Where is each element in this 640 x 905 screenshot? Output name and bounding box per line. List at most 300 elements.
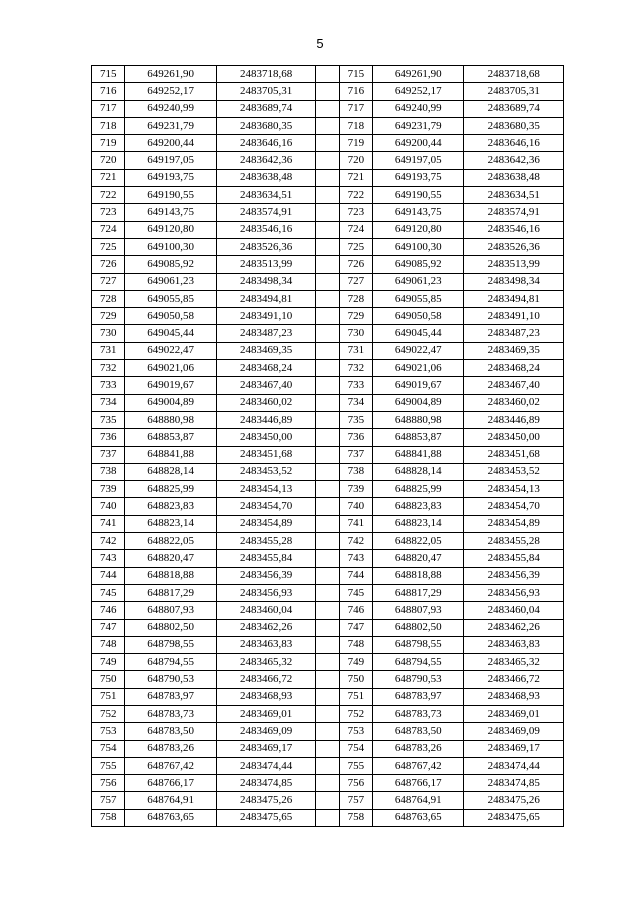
column-separator <box>316 117 339 134</box>
left-y-coordinate: 2483498,34 <box>216 273 315 290</box>
right-point-number: 754 <box>339 740 372 757</box>
column-separator <box>316 446 339 463</box>
right-y-coordinate: 2483469,17 <box>464 740 564 757</box>
left-x-coordinate: 649231,79 <box>125 117 216 134</box>
left-y-coordinate: 2483462,26 <box>216 619 315 636</box>
right-y-coordinate: 2483646,16 <box>464 135 564 152</box>
left-x-coordinate: 649197,05 <box>125 152 216 169</box>
right-x-coordinate: 649019,67 <box>373 377 464 394</box>
right-y-coordinate: 2483450,00 <box>464 429 564 446</box>
right-y-coordinate: 2483491,10 <box>464 308 564 325</box>
left-x-coordinate: 649004,89 <box>125 394 216 411</box>
left-y-coordinate: 2483466,72 <box>216 671 315 688</box>
right-x-coordinate: 648807,93 <box>373 602 464 619</box>
column-separator <box>316 723 339 740</box>
column-separator <box>316 238 339 255</box>
left-x-coordinate: 649085,92 <box>125 256 216 273</box>
right-x-coordinate: 649231,79 <box>373 117 464 134</box>
left-point-number: 722 <box>92 187 125 204</box>
right-point-number: 757 <box>339 792 372 809</box>
left-point-number: 721 <box>92 169 125 186</box>
table-row <box>92 273 564 290</box>
right-point-number: 732 <box>339 360 372 377</box>
left-point-number: 743 <box>92 550 125 567</box>
right-y-coordinate: 2483494,81 <box>464 290 564 307</box>
left-y-coordinate: 2483718,68 <box>216 66 315 83</box>
left-point-number: 750 <box>92 671 125 688</box>
right-point-number: 758 <box>339 809 372 826</box>
right-point-number: 740 <box>339 498 372 515</box>
left-x-coordinate: 648822,05 <box>125 533 216 550</box>
table-row <box>92 290 564 307</box>
left-y-coordinate: 2483680,35 <box>216 117 315 134</box>
right-point-number: 721 <box>339 169 372 186</box>
right-point-number: 716 <box>339 83 372 100</box>
table-row <box>92 636 564 653</box>
right-x-coordinate: 649143,75 <box>373 204 464 221</box>
table-row <box>92 619 564 636</box>
right-x-coordinate: 649100,30 <box>373 238 464 255</box>
left-x-coordinate: 649019,67 <box>125 377 216 394</box>
right-y-coordinate: 2483574,91 <box>464 204 564 221</box>
column-separator <box>316 394 339 411</box>
left-point-number: 741 <box>92 515 125 532</box>
column-separator <box>316 273 339 290</box>
left-y-coordinate: 2483475,65 <box>216 809 315 826</box>
table-row <box>92 723 564 740</box>
left-x-coordinate: 648820,47 <box>125 550 216 567</box>
right-x-coordinate: 649045,44 <box>373 325 464 342</box>
right-x-coordinate: 648818,88 <box>373 567 464 584</box>
left-point-number: 742 <box>92 533 125 550</box>
left-point-number: 724 <box>92 221 125 238</box>
left-y-coordinate: 2483468,93 <box>216 688 315 705</box>
right-x-coordinate: 649055,85 <box>373 290 464 307</box>
left-x-coordinate: 649240,99 <box>125 100 216 117</box>
left-y-coordinate: 2483574,91 <box>216 204 315 221</box>
right-x-coordinate: 648783,97 <box>373 688 464 705</box>
right-y-coordinate: 2483454,89 <box>464 515 564 532</box>
right-point-number: 735 <box>339 411 372 428</box>
left-y-coordinate: 2483467,40 <box>216 377 315 394</box>
table-row <box>92 792 564 809</box>
left-x-coordinate: 648767,42 <box>125 757 216 774</box>
right-x-coordinate: 648794,55 <box>373 654 464 671</box>
left-point-number: 749 <box>92 654 125 671</box>
right-x-coordinate: 649197,05 <box>373 152 464 169</box>
right-y-coordinate: 2483638,48 <box>464 169 564 186</box>
left-point-number: 725 <box>92 238 125 255</box>
table-row <box>92 152 564 169</box>
left-y-coordinate: 2483642,36 <box>216 152 315 169</box>
right-point-number: 727 <box>339 273 372 290</box>
left-point-number: 746 <box>92 602 125 619</box>
right-x-coordinate: 649190,55 <box>373 187 464 204</box>
left-x-coordinate: 649252,17 <box>125 83 216 100</box>
right-x-coordinate: 648783,50 <box>373 723 464 740</box>
right-y-coordinate: 2483469,09 <box>464 723 564 740</box>
right-point-number: 726 <box>339 256 372 273</box>
table-row <box>92 394 564 411</box>
table-row <box>92 83 564 100</box>
left-x-coordinate: 648783,97 <box>125 688 216 705</box>
left-y-coordinate: 2483689,74 <box>216 100 315 117</box>
right-y-coordinate: 2483460,04 <box>464 602 564 619</box>
left-point-number: 744 <box>92 567 125 584</box>
left-y-coordinate: 2483454,70 <box>216 498 315 515</box>
right-point-number: 745 <box>339 584 372 601</box>
left-y-coordinate: 2483468,24 <box>216 360 315 377</box>
left-y-coordinate: 2483463,83 <box>216 636 315 653</box>
right-y-coordinate: 2483467,40 <box>464 377 564 394</box>
right-y-coordinate: 2483462,26 <box>464 619 564 636</box>
left-point-number: 723 <box>92 204 125 221</box>
right-x-coordinate: 648820,47 <box>373 550 464 567</box>
left-y-coordinate: 2483474,44 <box>216 757 315 774</box>
left-y-coordinate: 2483446,89 <box>216 411 315 428</box>
right-x-coordinate: 649021,06 <box>373 360 464 377</box>
column-separator <box>316 100 339 117</box>
left-x-coordinate: 648880,98 <box>125 411 216 428</box>
left-y-coordinate: 2483494,81 <box>216 290 315 307</box>
left-x-coordinate: 649055,85 <box>125 290 216 307</box>
left-point-number: 727 <box>92 273 125 290</box>
column-separator <box>316 187 339 204</box>
right-point-number: 725 <box>339 238 372 255</box>
column-separator <box>316 325 339 342</box>
right-y-coordinate: 2483454,13 <box>464 481 564 498</box>
left-x-coordinate: 648763,65 <box>125 809 216 826</box>
column-separator <box>316 290 339 307</box>
right-x-coordinate: 648798,55 <box>373 636 464 653</box>
right-point-number: 736 <box>339 429 372 446</box>
column-separator <box>316 619 339 636</box>
left-y-coordinate: 2483454,13 <box>216 481 315 498</box>
column-separator <box>316 360 339 377</box>
right-point-number: 750 <box>339 671 372 688</box>
table-row <box>92 325 564 342</box>
right-point-number: 718 <box>339 117 372 134</box>
column-separator <box>316 256 339 273</box>
left-x-coordinate: 648807,93 <box>125 602 216 619</box>
left-point-number: 758 <box>92 809 125 826</box>
right-y-coordinate: 2483455,84 <box>464 550 564 567</box>
column-separator <box>316 377 339 394</box>
column-separator <box>316 671 339 688</box>
left-x-coordinate: 649120,80 <box>125 221 216 238</box>
table-row <box>92 463 564 480</box>
column-separator <box>316 584 339 601</box>
left-point-number: 753 <box>92 723 125 740</box>
right-point-number: 753 <box>339 723 372 740</box>
right-y-coordinate: 2483680,35 <box>464 117 564 134</box>
left-y-coordinate: 2483455,28 <box>216 533 315 550</box>
right-y-coordinate: 2483546,16 <box>464 221 564 238</box>
left-point-number: 748 <box>92 636 125 653</box>
table-row <box>92 187 564 204</box>
table-row <box>92 688 564 705</box>
left-y-coordinate: 2483526,36 <box>216 238 315 255</box>
table-row <box>92 411 564 428</box>
right-x-coordinate: 648823,83 <box>373 498 464 515</box>
left-y-coordinate: 2483638,48 <box>216 169 315 186</box>
left-y-coordinate: 2483475,26 <box>216 792 315 809</box>
right-point-number: 752 <box>339 705 372 722</box>
left-x-coordinate: 648802,50 <box>125 619 216 636</box>
left-y-coordinate: 2483469,17 <box>216 740 315 757</box>
column-separator <box>316 152 339 169</box>
right-x-coordinate: 649085,92 <box>373 256 464 273</box>
right-x-coordinate: 649200,44 <box>373 135 464 152</box>
table-row <box>92 169 564 186</box>
right-y-coordinate: 2483465,32 <box>464 654 564 671</box>
right-x-coordinate: 649050,58 <box>373 308 464 325</box>
right-y-coordinate: 2483705,31 <box>464 83 564 100</box>
right-x-coordinate: 649061,23 <box>373 273 464 290</box>
left-y-coordinate: 2483646,16 <box>216 135 315 152</box>
column-separator <box>316 204 339 221</box>
left-point-number: 745 <box>92 584 125 601</box>
right-x-coordinate: 648825,99 <box>373 481 464 498</box>
right-y-coordinate: 2483634,51 <box>464 187 564 204</box>
column-separator <box>316 705 339 722</box>
table-row <box>92 66 564 83</box>
table-row <box>92 515 564 532</box>
table-row <box>92 377 564 394</box>
left-y-coordinate: 2483455,84 <box>216 550 315 567</box>
right-y-coordinate: 2483498,34 <box>464 273 564 290</box>
right-point-number: 719 <box>339 135 372 152</box>
column-separator <box>316 654 339 671</box>
right-point-number: 741 <box>339 515 372 532</box>
right-point-number: 723 <box>339 204 372 221</box>
table-row <box>92 775 564 792</box>
left-x-coordinate: 649143,75 <box>125 204 216 221</box>
right-point-number: 751 <box>339 688 372 705</box>
table-row <box>92 584 564 601</box>
column-separator <box>316 809 339 826</box>
page-number: 5 <box>316 36 324 51</box>
table-row <box>92 481 564 498</box>
left-x-coordinate: 648790,53 <box>125 671 216 688</box>
column-separator <box>316 411 339 428</box>
left-y-coordinate: 2483469,35 <box>216 342 315 359</box>
column-separator <box>316 169 339 186</box>
right-point-number: 742 <box>339 533 372 550</box>
right-point-number: 755 <box>339 757 372 774</box>
table-row <box>92 498 564 515</box>
column-separator <box>316 135 339 152</box>
table-row <box>92 809 564 826</box>
left-x-coordinate: 649061,23 <box>125 273 216 290</box>
right-point-number: 730 <box>339 325 372 342</box>
left-x-coordinate: 648841,88 <box>125 446 216 463</box>
table-row <box>92 429 564 446</box>
left-y-coordinate: 2483634,51 <box>216 187 315 204</box>
right-x-coordinate: 648783,26 <box>373 740 464 757</box>
right-point-number: 739 <box>339 481 372 498</box>
left-point-number: 738 <box>92 463 125 480</box>
left-y-coordinate: 2483450,00 <box>216 429 315 446</box>
table-row <box>92 705 564 722</box>
left-x-coordinate: 649045,44 <box>125 325 216 342</box>
right-y-coordinate: 2483469,35 <box>464 342 564 359</box>
left-x-coordinate: 649190,55 <box>125 187 216 204</box>
right-point-number: 749 <box>339 654 372 671</box>
column-separator <box>316 66 339 83</box>
column-separator <box>316 481 339 498</box>
left-y-coordinate: 2483460,02 <box>216 394 315 411</box>
right-y-coordinate: 2483475,26 <box>464 792 564 809</box>
column-separator <box>316 308 339 325</box>
table-row <box>92 117 564 134</box>
column-separator <box>316 221 339 238</box>
column-separator <box>316 775 339 792</box>
left-x-coordinate: 649021,06 <box>125 360 216 377</box>
right-x-coordinate: 648783,73 <box>373 705 464 722</box>
column-separator <box>316 792 339 809</box>
right-y-coordinate: 2483474,85 <box>464 775 564 792</box>
right-point-number: 744 <box>339 567 372 584</box>
table-row <box>92 757 564 774</box>
left-point-number: 755 <box>92 757 125 774</box>
left-y-coordinate: 2483546,16 <box>216 221 315 238</box>
left-x-coordinate: 649022,47 <box>125 342 216 359</box>
left-point-number: 728 <box>92 290 125 307</box>
right-y-coordinate: 2483642,36 <box>464 152 564 169</box>
left-point-number: 716 <box>92 83 125 100</box>
right-x-coordinate: 648767,42 <box>373 757 464 774</box>
left-y-coordinate: 2483454,89 <box>216 515 315 532</box>
coordinates-table <box>91 65 564 827</box>
left-point-number: 732 <box>92 360 125 377</box>
left-x-coordinate: 649100,30 <box>125 238 216 255</box>
left-y-coordinate: 2483451,68 <box>216 446 315 463</box>
column-separator <box>316 515 339 532</box>
column-separator <box>316 498 339 515</box>
left-x-coordinate: 648823,14 <box>125 515 216 532</box>
table-row <box>92 256 564 273</box>
right-y-coordinate: 2483474,44 <box>464 757 564 774</box>
right-y-coordinate: 2483718,68 <box>464 66 564 83</box>
left-x-coordinate: 648783,50 <box>125 723 216 740</box>
right-point-number: 743 <box>339 550 372 567</box>
left-point-number: 731 <box>92 342 125 359</box>
left-y-coordinate: 2483705,31 <box>216 83 315 100</box>
left-y-coordinate: 2483456,39 <box>216 567 315 584</box>
right-y-coordinate: 2483468,24 <box>464 360 564 377</box>
right-point-number: 715 <box>339 66 372 83</box>
left-point-number: 754 <box>92 740 125 757</box>
left-point-number: 740 <box>92 498 125 515</box>
right-y-coordinate: 2483454,70 <box>464 498 564 515</box>
left-y-coordinate: 2483465,32 <box>216 654 315 671</box>
right-point-number: 717 <box>339 100 372 117</box>
left-point-number: 730 <box>92 325 125 342</box>
right-y-coordinate: 2483451,68 <box>464 446 564 463</box>
left-point-number: 715 <box>92 66 125 83</box>
left-x-coordinate: 648828,14 <box>125 463 216 480</box>
right-y-coordinate: 2483460,02 <box>464 394 564 411</box>
left-point-number: 719 <box>92 135 125 152</box>
column-separator <box>316 463 339 480</box>
column-separator <box>316 429 339 446</box>
right-x-coordinate: 648841,88 <box>373 446 464 463</box>
left-point-number: 734 <box>92 394 125 411</box>
right-y-coordinate: 2483469,01 <box>464 705 564 722</box>
table-row <box>92 671 564 688</box>
left-y-coordinate: 2483460,04 <box>216 602 315 619</box>
left-y-coordinate: 2483513,99 <box>216 256 315 273</box>
left-x-coordinate: 649261,90 <box>125 66 216 83</box>
right-y-coordinate: 2483475,65 <box>464 809 564 826</box>
table-row <box>92 533 564 550</box>
left-point-number: 756 <box>92 775 125 792</box>
table-row <box>92 602 564 619</box>
right-point-number: 720 <box>339 152 372 169</box>
table-row <box>92 238 564 255</box>
right-x-coordinate: 648802,50 <box>373 619 464 636</box>
left-y-coordinate: 2483453,52 <box>216 463 315 480</box>
right-x-coordinate: 648763,65 <box>373 809 464 826</box>
left-x-coordinate: 648823,83 <box>125 498 216 515</box>
left-y-coordinate: 2483491,10 <box>216 308 315 325</box>
right-point-number: 748 <box>339 636 372 653</box>
left-x-coordinate: 648817,29 <box>125 584 216 601</box>
left-point-number: 720 <box>92 152 125 169</box>
right-x-coordinate: 649193,75 <box>373 169 464 186</box>
left-point-number: 733 <box>92 377 125 394</box>
table-row <box>92 740 564 757</box>
left-point-number: 718 <box>92 117 125 134</box>
right-point-number: 724 <box>339 221 372 238</box>
right-x-coordinate: 648828,14 <box>373 463 464 480</box>
right-point-number: 728 <box>339 290 372 307</box>
left-point-number: 735 <box>92 411 125 428</box>
left-y-coordinate: 2483469,01 <box>216 705 315 722</box>
right-y-coordinate: 2483463,83 <box>464 636 564 653</box>
left-point-number: 726 <box>92 256 125 273</box>
right-point-number: 733 <box>339 377 372 394</box>
column-separator <box>316 757 339 774</box>
right-x-coordinate: 648823,14 <box>373 515 464 532</box>
right-y-coordinate: 2483689,74 <box>464 100 564 117</box>
table-row <box>92 308 564 325</box>
left-y-coordinate: 2483487,23 <box>216 325 315 342</box>
right-point-number: 738 <box>339 463 372 480</box>
left-y-coordinate: 2483474,85 <box>216 775 315 792</box>
right-point-number: 734 <box>339 394 372 411</box>
right-point-number: 731 <box>339 342 372 359</box>
column-separator <box>316 342 339 359</box>
left-point-number: 717 <box>92 100 125 117</box>
left-x-coordinate: 648825,99 <box>125 481 216 498</box>
right-x-coordinate: 649004,89 <box>373 394 464 411</box>
table-row <box>92 100 564 117</box>
table-row <box>92 360 564 377</box>
right-y-coordinate: 2483513,99 <box>464 256 564 273</box>
left-x-coordinate: 649200,44 <box>125 135 216 152</box>
column-separator <box>316 740 339 757</box>
right-x-coordinate: 649120,80 <box>373 221 464 238</box>
left-point-number: 737 <box>92 446 125 463</box>
column-separator <box>316 688 339 705</box>
left-point-number: 739 <box>92 481 125 498</box>
table-row <box>92 550 564 567</box>
left-point-number: 729 <box>92 308 125 325</box>
right-point-number: 737 <box>339 446 372 463</box>
left-point-number: 747 <box>92 619 125 636</box>
